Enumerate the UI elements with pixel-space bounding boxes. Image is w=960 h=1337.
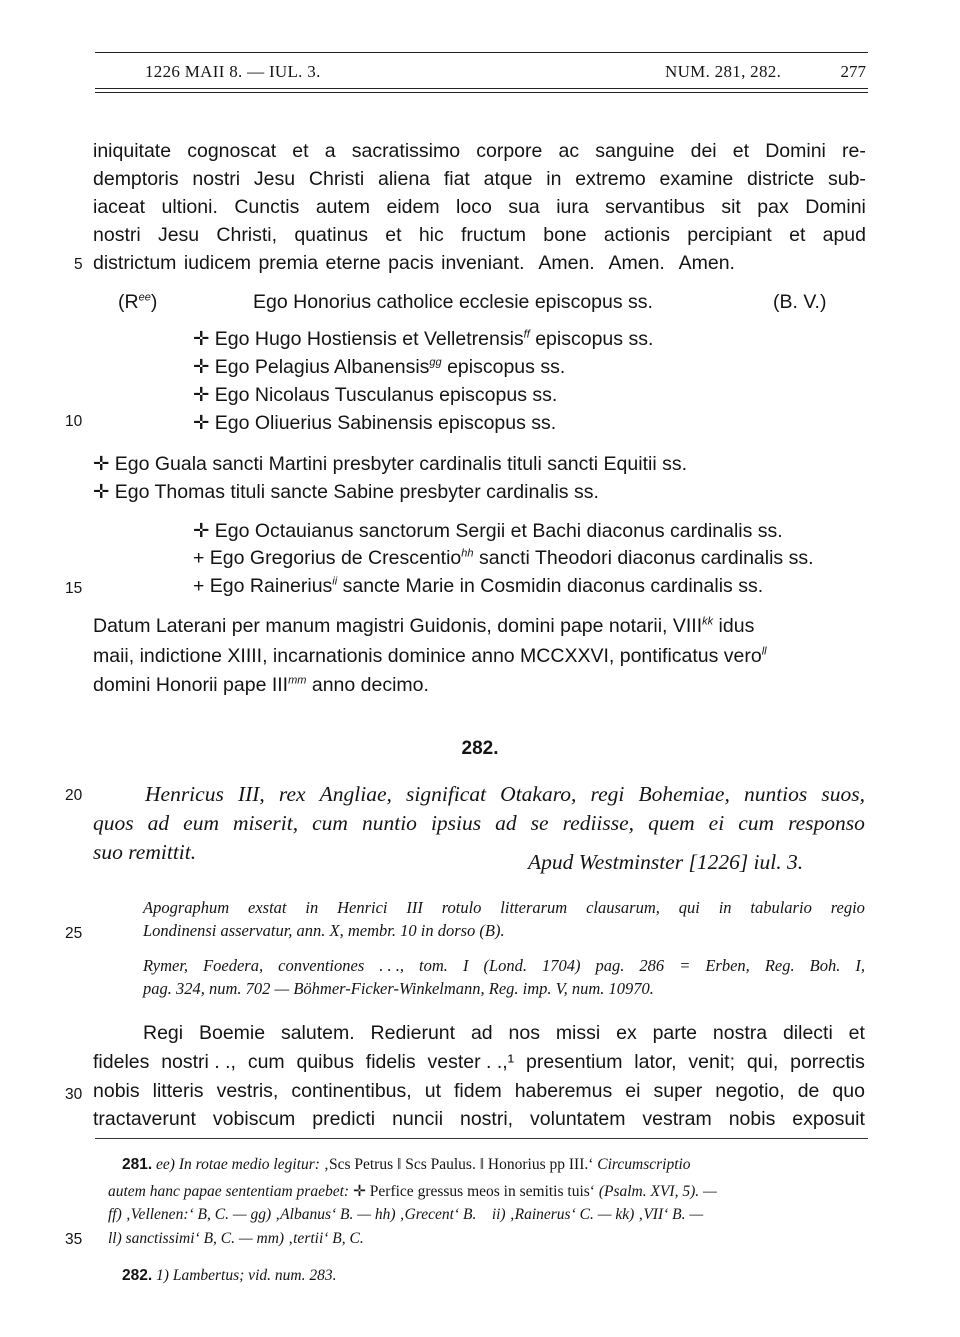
header-rule-top [95, 52, 868, 53]
footnote-line: autem hanc papae sententiam praebet: ✛ Perfice gressus meos in semitis tuis‘ (Psalm. XVI, 5). — [108, 1183, 717, 1200]
footnote-line: 281. ee) In rotae medio legitur: ‚Scs Petrus ‖ Scs Paulus. ‖ Honorius pp III.‘ Circumscriptio [122, 1156, 691, 1173]
signature-line: ✛ Ego Nicolaus Tusculanus episcopus ss. [193, 384, 558, 406]
text-line: nostri Jesu Christi, quatinus et hic fructum bone actionis percipiant et apud [93, 224, 866, 246]
header-rule-bottom [95, 88, 868, 89]
text-line: domini Honorii pape $III^{mm}$ anno decimo. [93, 674, 429, 696]
editions-line: Rymer, Foedera, conventiones . . ., tom. I (Lond. 1704) pag. 286 = Erben, Reg. Boh. I, [143, 956, 865, 975]
signature-line: ✛ Ego Oliuerius Sabinensis episcopus ss. [193, 412, 557, 434]
page-number: 277 [840, 62, 866, 81]
bene-valete-sign: (B. V.) [773, 291, 827, 313]
text-line: Datum Laterani per manum magistri Guidonis, domini pape notarii, $VIII^{kk}$ idus [93, 615, 755, 637]
text-line: Regi Boemie salutem. Redierunt ad nos missi ex parte nostra dilecti et [143, 1022, 865, 1044]
signature-line: ✛ Ego Thomas tituli sancte Sabine presbyter cardinalis ss. [93, 481, 599, 503]
footnote-line: ll) sanctissimi‘ B, C. — mm) ‚tertii‘ B, C. [108, 1230, 364, 1247]
line-number-15: 15 [65, 580, 83, 597]
text-line: fideles nostri . ., cum quibus fidelis vester . .,¹ presentium lator, venit; qui, porrectis [93, 1051, 865, 1073]
line-number-35: 35 [65, 1231, 83, 1248]
running-header [95, 52, 868, 94]
text-line: maii, indictione XIIII, incarnationis dominice anno MCCXXVI, pontificatus vero$^{ll}$ [93, 645, 767, 667]
editions-line: pag. 324, num. 702 — Böhmer-Ficker-Winkelmann, Reg. imp. V, num. 10970. [143, 979, 654, 998]
signature-line: ✛ Ego Pelagius Albanensis$^{gg}$ episcopus ss. [193, 356, 566, 378]
text-line: demptoris nostri Jesu Christi aliena fiat atque in extremo examine districte sub- [93, 168, 866, 190]
source-line: Apographum exstat in Henrici III rotulo litterarum clausarum, qui in tabulario regio [143, 898, 865, 917]
summary-line: quos ad eum miserit, cum nuntio ipsius ad se rediisse, quem ei cum responso [93, 811, 865, 835]
line-number-20: 20 [65, 787, 83, 804]
text-line: tractaverunt vobiscum predicti nuncii nostri, voluntatem vestram nobis exposuit [93, 1108, 865, 1130]
text-line: iaceat ultioni. Cunctis autem eidem loco sua iura servantibus sit pax Domini [93, 196, 866, 218]
line-number-25: 25 [65, 925, 83, 942]
line-number-5: 5 [74, 256, 83, 273]
header-document-numbers: NUM. 281, 282. [665, 62, 782, 81]
line-number-10: 10 [65, 413, 83, 430]
signature-line: ✛ Ego Guala sancti Martini presbyter cardinalis tituli sancti Equitii ss. [93, 453, 687, 475]
rota-sign: $(R^{ee})$ [118, 291, 158, 313]
header-date-range: 1226 MAII 8. — IUL. 3. [145, 62, 321, 81]
signature-line: + Ego Gregorius de Crescentio$^{hh}$ sancti Theodori diaconus cardinalis ss. [193, 547, 814, 569]
signature-line: ✛ Ego Octauianus sanctorum Sergii et Bachi diaconus cardinalis ss. [193, 520, 783, 542]
line-number-30: 30 [65, 1086, 83, 1103]
footnote-line: ff) ‚Vellenen:‘ B, C. — gg) ‚Albanus‘ B. — hh) ‚Grecent‘ B. ii) ‚Rainerus‘ C. — kk) ‚VII‘ B. — [108, 1206, 704, 1223]
summary-line: Henricus III, rex Angliae, significat Otakaro, regi Bohemiae, nuntios suos, [145, 782, 865, 806]
header-rule-bottom-thin [95, 92, 868, 93]
source-line: Londinensi asservatur, ann. X, membr. 10 in dorso (B). [143, 921, 505, 940]
signature-line: ✛ Ego Hugo Hostiensis et Velletrensis$^{ff}$ episcopus ss. [193, 328, 654, 350]
text-line: iniquitate cognoscat et a sacratissimo corpore ac sanguine dei et Domini re- [93, 140, 866, 162]
document-number-282: 282. [461, 738, 499, 759]
summary-line: suo remittit. [93, 840, 197, 864]
text-line: nobis litteris vestris, continentibus, ut fidem haberemus ei super negotio, de quo [93, 1080, 865, 1102]
signature-honorius: Ego Honorius catholice ecclesie episcopus ss. [253, 291, 653, 313]
footnote-line: 282. 1) Lambertus; vid. num. 283. [122, 1267, 337, 1284]
document-date-place: Apud Westminster [1226] iul. 3. [528, 850, 804, 874]
footnote-rule [95, 1138, 868, 1139]
signature-line: + Ego Rainerius$^{ii}$ sancte Marie in Cosmidin diaconus cardinalis ss. [193, 575, 764, 597]
text-line: districtum iudicem premia eterne pacis inveniant. Amen. Amen. Amen. [93, 252, 735, 274]
